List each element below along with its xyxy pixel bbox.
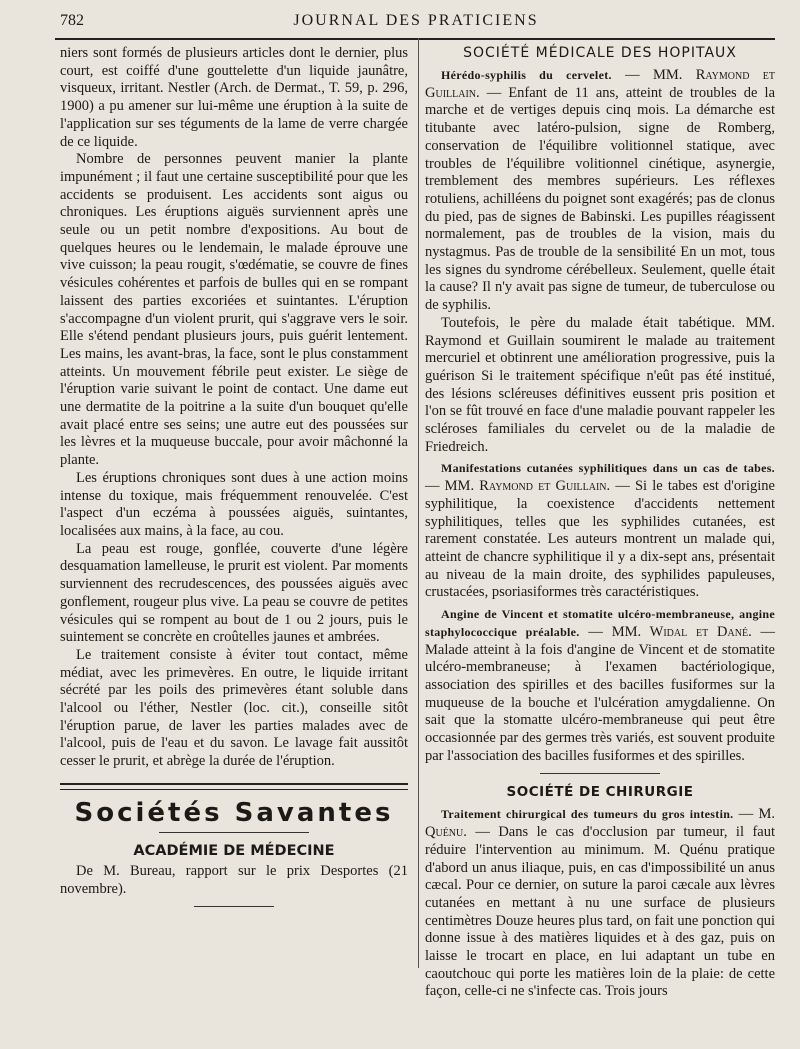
- section-rule: [60, 783, 408, 790]
- article-paragraph: Traitement chirurgical des tumeurs du gros intestin. — M. Quénu. — Dans le cas d'occlusion par tumeur, il faut réduire l'intervention au minimum. M. Quénu pratique d'abord un anus iliaque, puis, en cas d'impossibilité un anus cæcal. Pour ce dernier, on suture la paroi cæcale aux lèvres cutanées en mettant à nu une surface de plusieurs centimètres Douze heures plus tard, on fait une ponction qui donne issue à des matières liquides et à des gaz, puis on laisse le trocart en place, en lui adaptant un tube en caoutchouc qui porte les matières loin de la plaie: de cette façon, celle-ci ne s'infecte cas. Trois jours: [425, 806, 776, 1000]
- title-underline: [159, 832, 309, 833]
- article-authors: M. Quénu.: [425, 806, 775, 841]
- column-divider: [418, 38, 419, 968]
- article-text: Si le tabes est d'origine syphilitique, la coexistence d'accidents nettement syphilitiques, telles que les syphilides cutanées, est rarement constatée. Les auteurs montrent un malade qui, atteint de chancre syphilitique il y a dix-sept ans, présentait au niveau de la main droite, des syphilides papuleuses, crustacées, psoriasiformes très caractéristiques.: [425, 478, 775, 601]
- end-rule: [194, 906, 274, 907]
- article-paragraph: Hérédo-syphilis du cervelet. — MM. Raymond et Guillain. — Enfant de 11 ans, atteint de troubles de la marche et de vertiges depuis cinq mois. La démarche est titubante avec latéro-pulsion, signe de Romberg, conservation de l'équilibre volitionnel statique, avec troubles de l'équilibre volitionnel cinétique, asynergie, tremblement des membres supérieurs. Les réflexes rotuliens, achilléens du poignet sont exagérés; pas de clonus du pied, pas de signes de Babinski. Les pupilles réagissent normalement, pas de troubles de la vision, mais du nystagmus. Pas de trouble de la sensibilité En un mot, tous les signes du syndrome cérébelleux. Seulement, quelle était la cause? Il n'y avait pas signe de tumeur, de tuberculose ou de syphilis.: [425, 67, 776, 314]
- paragraph: Le traitement consiste à éviter tout contact, même médiat, avec les primevères. En outre, le liquide irritant sécrété par les poils des primevères étant soluble dans l'alcool ou l'éther, Nestler (loc. cit.), conseille sitôt l'éruption parue, de laver les parties malades avec de l'alcool, puis de l'eau et du savon. Le lavage fait aussitôt cesser le prurit, et abrège la durée de l'éruption.: [60, 646, 408, 770]
- article-topic: Traitement chirurgical des tumeurs du gros intestin.: [441, 807, 734, 822]
- society-heading-chirurgie: SOCIÉTÉ DE CHIRURGIE: [506, 784, 694, 801]
- academie-text: De M. Bureau, rapport sur le prix Desportes (21 novembre).: [60, 862, 408, 897]
- article-topic: Hérédo-syphilis du cervelet.: [441, 68, 612, 82]
- article-text: Dans le cas d'occlusion par tumeur, il faut réduire l'intervention au minimum. M. Quénu pratique d'abord un anus iliaque, puis, en cas d'impossibilité un anus cæcal. Pour ce dernier, on suture la paroi cæcale aux lèvres cutanées en mettant à nu une surface de plusieurs centimètres Douze heures plus tard, on fait une ponction qui donne issue à des matières liquides et à des gaz, puis on laisse le trocart en place, en lui adaptant un tube en caoutchouc qui porte les matières loin de la plaie: de cette façon, celle-ci ne s'infecte cas. Trois jours: [425, 824, 776, 1000]
- paragraph: Toutefois, le père du malade était tabétique. MM. Raymond et Guillain soumirent le malade au traitement mercuriel et obtinrent une amélioration progressive, puis la guérison Si le traitement spécifique n'eût pas été institué, des lésions scléreuses définitives eussent pris position et l'on se fût trouvé en face d'une maladie pouvant rappeler les scléroses familiales du cervelet ou de la maladie de Friedreich.: [425, 314, 775, 455]
- paragraph: La peau est rouge, gonflée, couverte d'une légère desquamation lamelleuse, le prurit est violent. Par moments surviennent des recrudescences, des poussées aiguës avec gonflement, rougeur plus vive. La peau se couvre de petites vésicules qui se rompent au bout de 1 ou 2 jours, puis le suintement se concrète en croûtelles jaunes et ambrées.: [60, 540, 408, 646]
- society-heading-hopitaux: SOCIÉTÉ MÉDICALE DES HOPITAUX: [463, 45, 737, 61]
- academie-heading: ACADÉMIE DE MÉDECINE: [133, 842, 335, 859]
- section-separator: [540, 773, 660, 774]
- article-paragraph: Angine de Vincent et stomatite ulcéro-membraneuse, angine staphylococcique préalable. — MM. Widal et Dané. — Malade atteint à la fois d'angine de Vincent et de stomatite ulcéro-membraneuse; à l'examen bactériologique, association des spirilles et des bacilles fusiformes sur la muqueuse de la bouche et l'ulcération amygdalienne. On sait que la stomatte ulcéro-membraneuse qui peut être occasionnée par des germes très variés, est souvent produite par l'association des bacilles fusiformes et des spirilles.: [425, 607, 776, 764]
- page-number: 782: [60, 12, 84, 29]
- article-text: Enfant de 11 ans, atteint de troubles de la marche et de vertiges depuis cinq mois. La démarche est titubante avec latéro-pulsion, signe de Romberg, conservation de l'équilibre volitionnel statique, avec troubles de l'équilibre volitionnel cinétique, asynergie, tremblement des membres supérieurs. Les réflexes rotuliens, achilléens du poignet sont exagérés; pas de clonus du pied, pas de signes de Babinski. Les pupilles réagissent normalement, pas de troubles de la vision, mais du nystagmus. Pas de trouble de la sensibilité En un mot, tous les signes du syndrome cérébelleux. Seulement, quelle était la cause? Il n'y avait pas signe de tumeur, de tuberculose ou de syphilis.: [425, 84, 776, 314]
- article-text: Malade atteint à la fois d'angine de Vincent et de stomatite ulcéro-membraneuse; à l'examen bactériologique, association des spirilles et des bacilles fusiformes sur la muqueuse de la bouche et l'ulcération amygdalienne. On sait que la stomatte ulcéro-membraneuse qui peut être occasionnée par des germes très variés, est souvent produite par l'association des bacilles fusiformes et des spirilles.: [425, 641, 775, 764]
- header-rule: [55, 38, 775, 40]
- paragraph: niers sont formés de plusieurs articles dont le dernier, plus court, est coiffé d'une gouttelette d'un liquide jaunâtre, visqueux, irritant. Nestler (Arch. de Dermat., T. 59, p. 296, 1900) a pu amener sur lui-même une éruption à la suite de l'application sur ses téguments de la lame de verre chargée de ce liquide.: [60, 45, 408, 150]
- article-topic: Angine de Vincent et stomatite ulcéro-membraneuse, angine staphylococcique préalable.: [425, 607, 775, 639]
- right-column: [425, 45, 775, 1001]
- article-authors: MM. Widal et Dané.: [611, 623, 752, 640]
- paragraph: Les éruptions chroniques sont dues à une action moins intense du toxique, mais fréquemment renouvelée. C'est l'aspect d'un eczéma à poussées aiguës, suintantes, localisées aux mains, à la face, au cou.: [60, 469, 408, 539]
- left-column: [60, 45, 408, 907]
- article-paragraph: Manifestations cutanées syphilitiques dans un cas de tabes. — MM. Raymond et Guillain. — Si le tabes est d'origine syphilitique, la coexistence d'accidents nettement syphilitiques, telles que les syphilides cutanées, est rarement constatée. Les auteurs montrent un malade qui, atteint de chancre syphilitique il y a dix-sept ans, présentait au niveau de la main droite, des syphilides papuleuses, crustacées, psoriasiformes très caractéristiques.: [425, 461, 775, 601]
- running-header: [60, 12, 772, 34]
- journal-title: JOURNAL DES PRATICIENS: [293, 12, 539, 29]
- paragraph: Nombre de personnes peuvent manier la plante impunément ; il faut une certaine susceptibilité pour que les accidents se produisent. Les accidents sont aigus ou chroniques. Les éruptions aiguës surviennent après une seule ou un petit nombre d'expositions. Au bout de quelques heures ou le lendemain, le malade éprouve une vive cuisson; la peau rougit, s'œdématie, se couvre de fines vésicules cohérentes et parfois de bulles qui en se rompant laissent des parties excoriées et suintantes. L'éruption s'accompagne d'un violent prurit, qui s'aggrave vers le soir. Elle s'étend pendant plusieurs jours, puis guérit lentement. Les mains, les avant-bras, la face, sont le plus constamment atteints. Un mouvement fébrile peut exister. Le siège de l'éruption varie suivant le point de contact. Une dame eut une dermatite de la poitrine a la suite d'un bouquet qu'elle avait placé entre ses seins; une autre eut des poussées sur les lèvres et la muqueuse buccale, pour avoir mâchonné la plante.: [60, 151, 408, 469]
- article-topic: Manifestations cutanées syphilitiques dans un cas de tabes.: [441, 461, 775, 476]
- article-authors: MM. Raymond et Guillain.: [444, 478, 611, 495]
- section-title: Sociétés Savantes: [74, 797, 394, 828]
- article-authors: MM. Raymond et Guillain.: [425, 67, 775, 101]
